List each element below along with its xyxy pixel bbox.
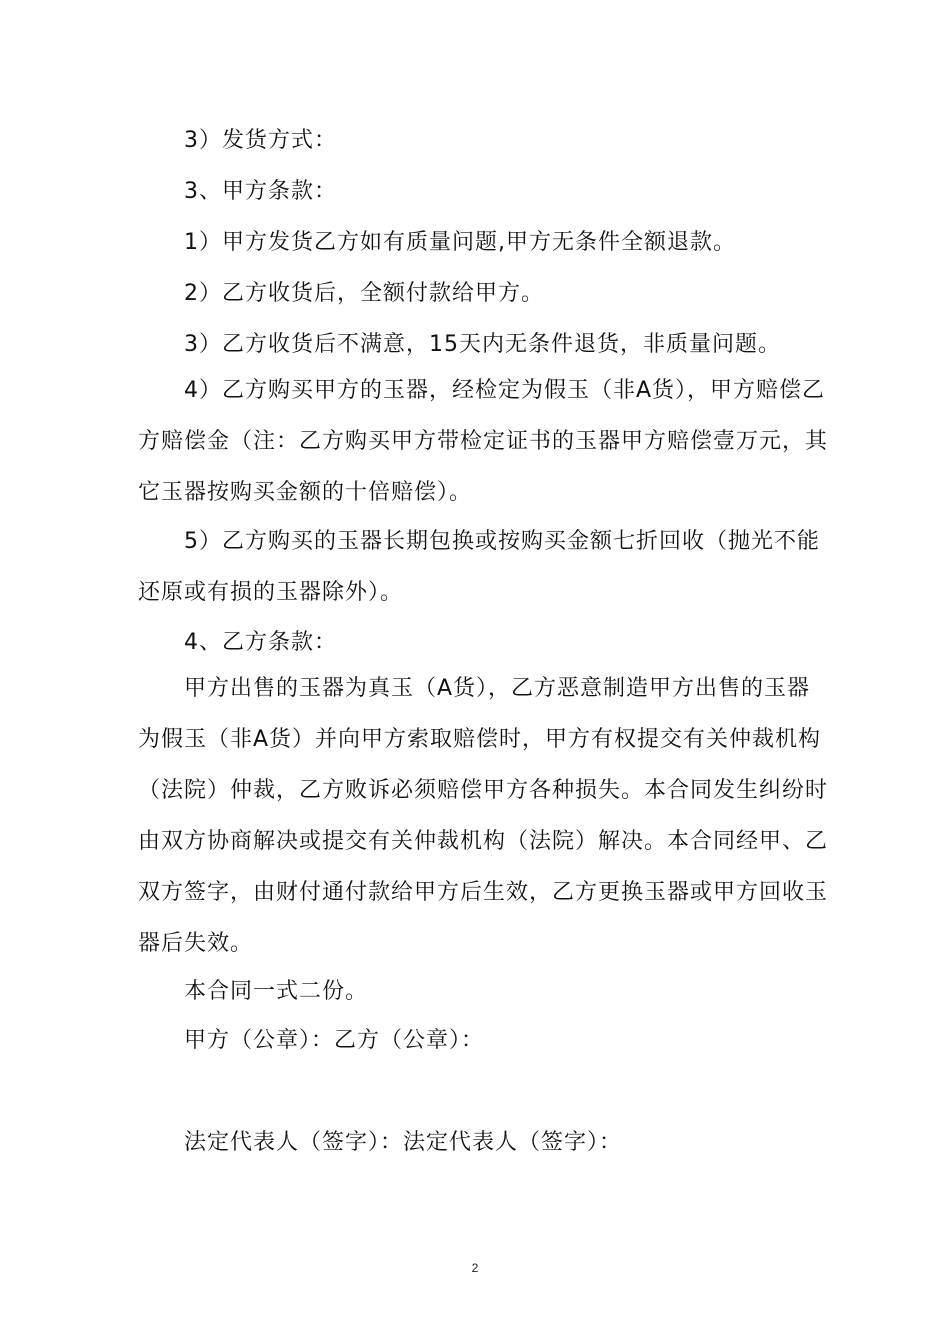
paragraph-a-term-5: 5）乙方购买的玉器长期包换或按购买金额七折回收（抛光不能还原或有损的玉器除外）。 [138, 529, 820, 605]
paragraph-a-term-3: 3）乙方收货后不满意，15天内无条件退货，非质量问题。 [184, 332, 781, 357]
page-number: 2 [471, 1261, 479, 1275]
paragraph-a-term-2: 2）乙方收货后，全额付款给甲方。 [184, 281, 544, 306]
signature-seal-line: 甲方（公章）：乙方（公章）： [184, 1028, 485, 1053]
heading-party-b-terms: 4、乙方条款： [184, 630, 337, 655]
paragraph-copies: 本合同一式二份。 [184, 979, 369, 1004]
heading-party-a-terms: 3、甲方条款： [184, 179, 337, 204]
paragraph-a-term-4: 4）乙方购买甲方的玉器，经检定为假玉（非A货），甲方赔偿乙方赔偿金（注：乙方购买甲方带检定证书的玉器甲方赔偿壹万元，其它玉器按购买金额的十倍赔偿）。 [138, 378, 829, 505]
paragraph-a-term-1: 1）甲方发货乙方如有质量问题,甲方无条件全额退款。 [184, 230, 736, 255]
paragraph-b-terms-body: 甲方出售的玉器为真玉（A货），乙方恶意制造甲方出售的玉器为假玉（非A货）并向甲方索取赔偿时，甲方有权提交有关仲裁机构（法院）仲裁，乙方败诉必须赔偿甲方各种损失。本合同发生纠纷时由双方协商解决或提交有关仲裁机构（法院）解决。本合同经甲、乙双方签字，由财付通付款给甲方后生效，乙方更换玉器或甲方回收玉器后失效。 [138, 676, 829, 956]
signature-representative-line: 法定代表人（签字）：法定代表人（签字）： [184, 1130, 623, 1155]
paragraph-shipping-method: 3）发货方式： [184, 128, 337, 153]
